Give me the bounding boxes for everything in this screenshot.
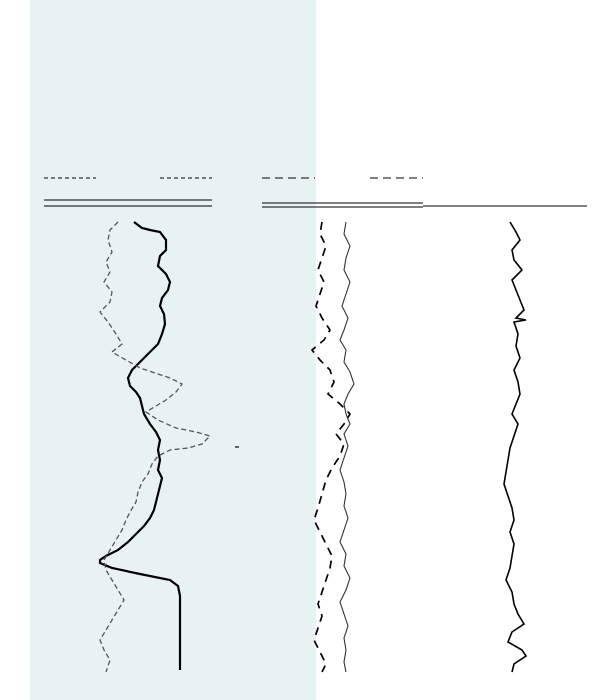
sn-curve xyxy=(340,222,354,672)
dt-curve xyxy=(504,222,526,672)
il-curve xyxy=(312,222,350,672)
sp-curve xyxy=(100,222,180,670)
rwa-curve xyxy=(100,222,210,672)
